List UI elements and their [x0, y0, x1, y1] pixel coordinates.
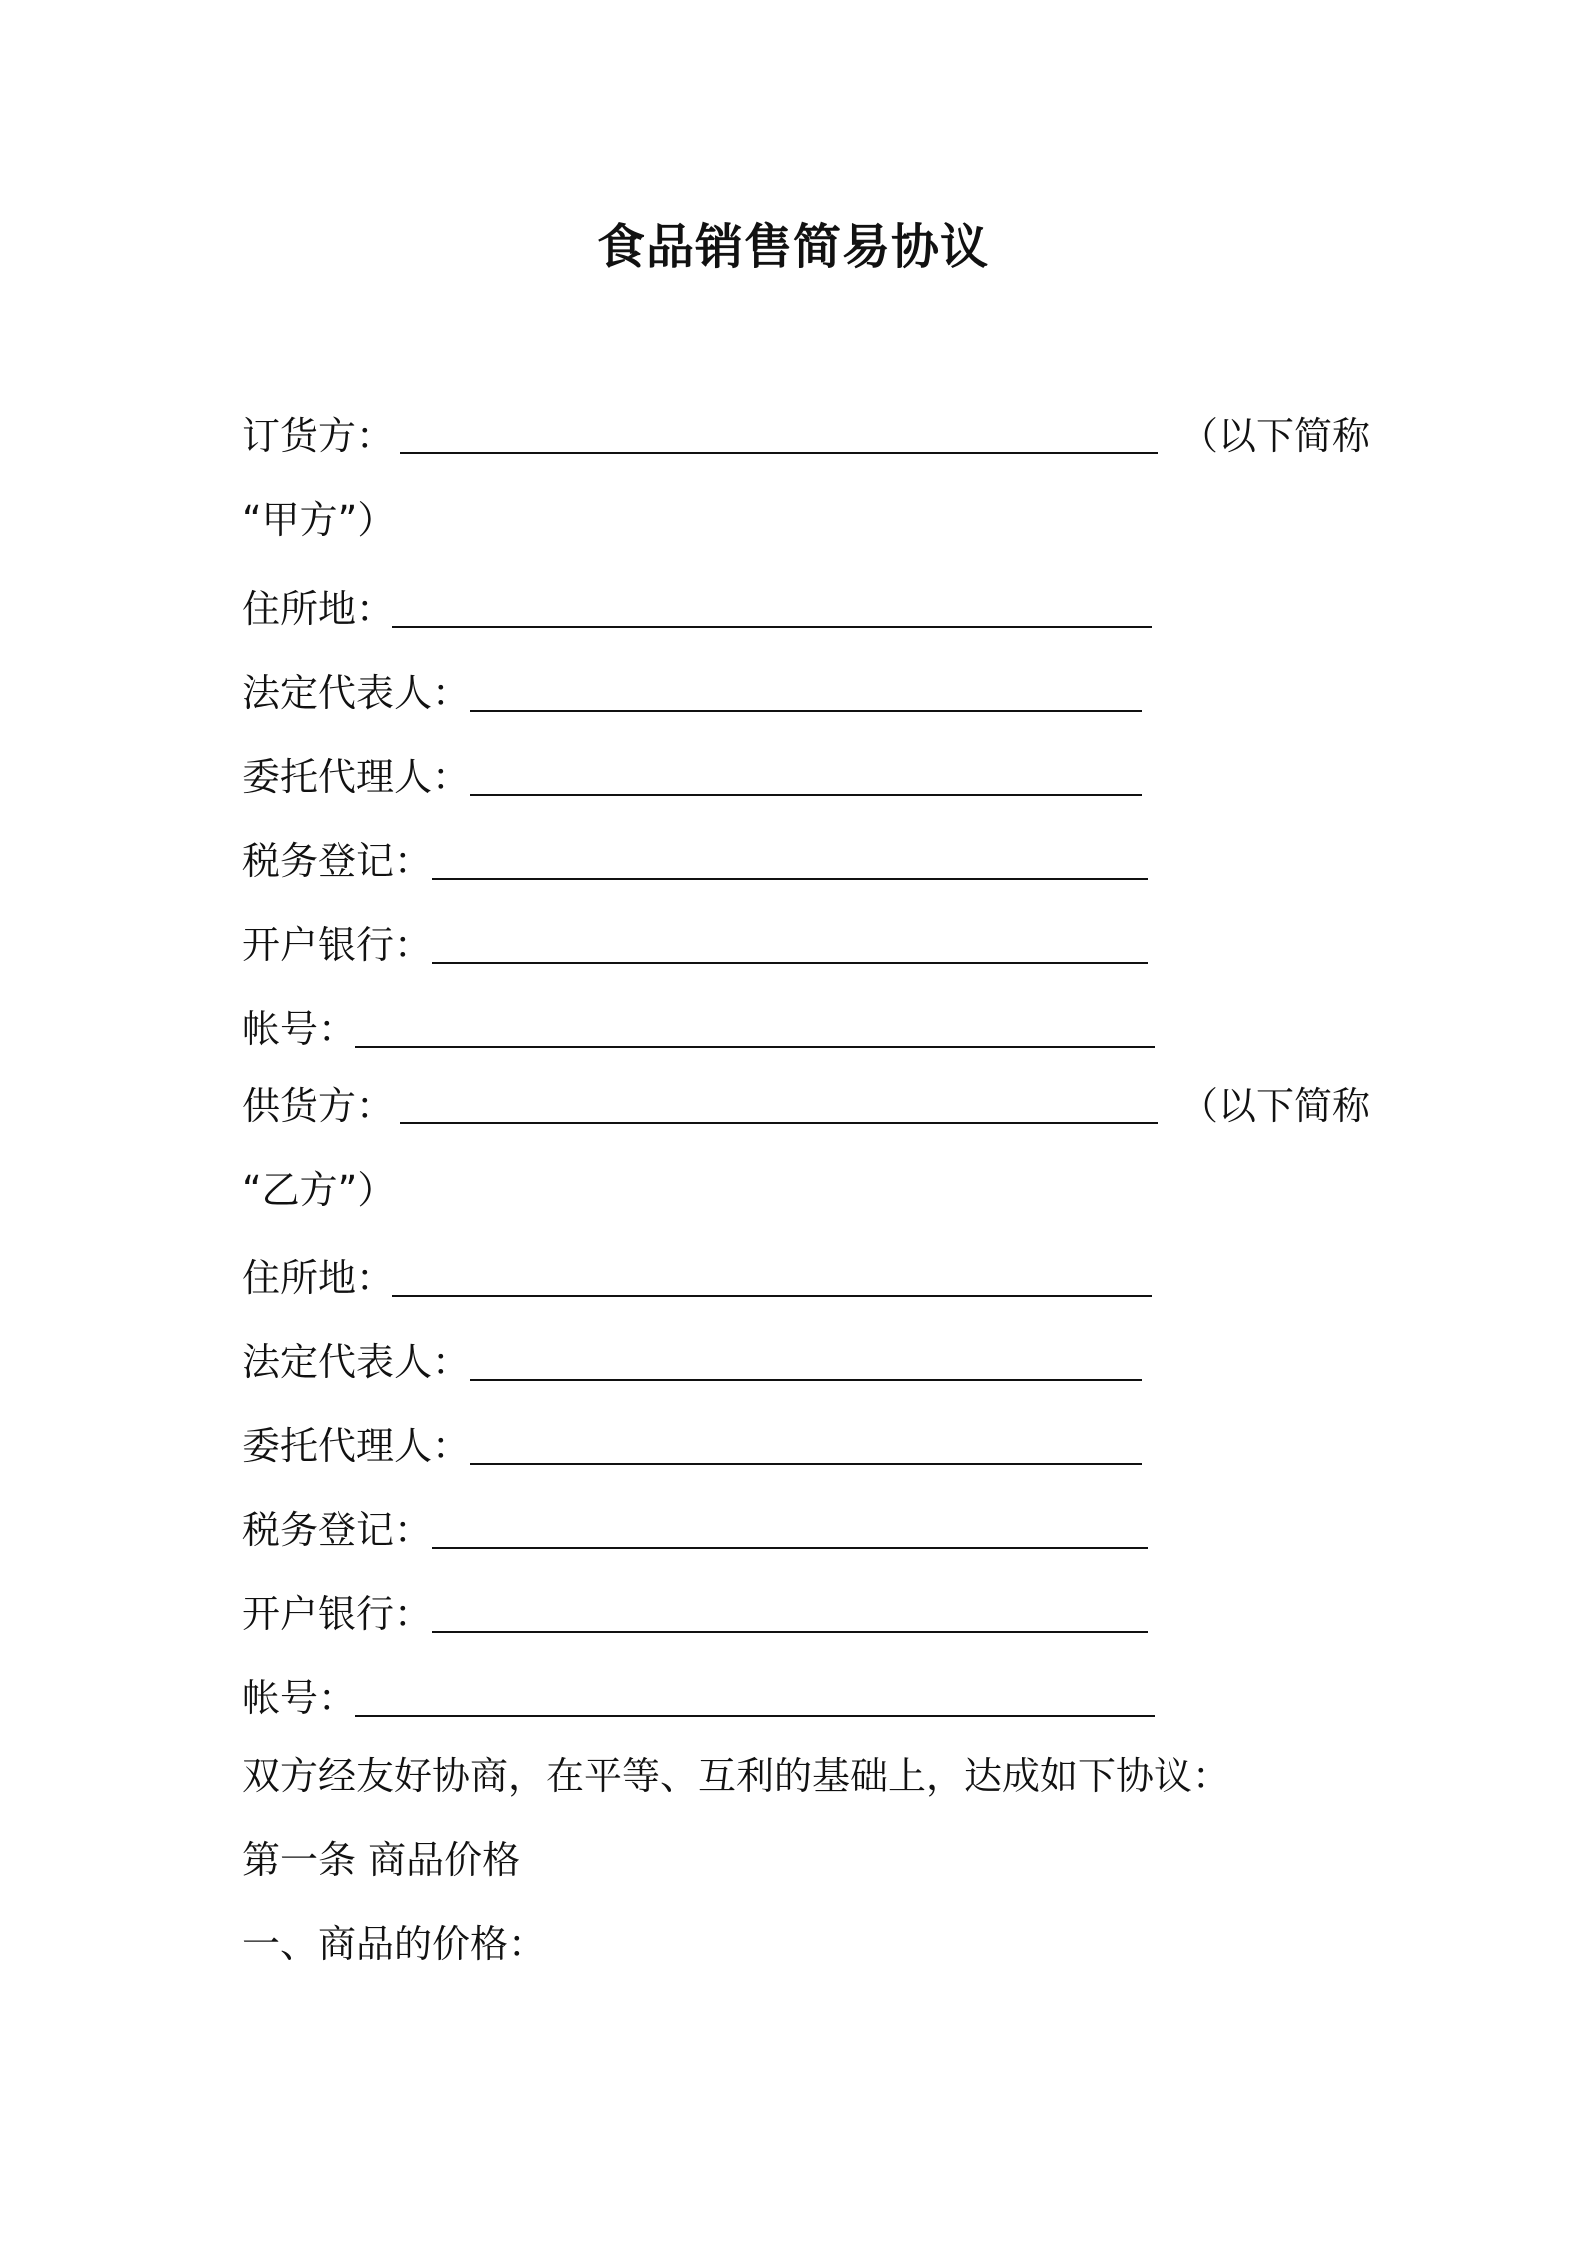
party-b-name-label: 供货方： [242, 1084, 395, 1128]
party-a-legal-rep-label: 法定代表人： [242, 671, 471, 715]
party-b-bank-blank[interactable] [432, 1631, 1148, 1633]
party-a-abbr-name: “甲方”） [242, 498, 396, 542]
party-b-abbr-name: “乙方”） [242, 1168, 396, 1212]
party-a-account-label: 帐号： [242, 1007, 357, 1051]
party-a-agent-label: 委托代理人： [242, 755, 471, 799]
party-b-address-label: 住所地： [242, 1256, 395, 1300]
party-a-agent-row [242, 753, 470, 801]
party-b-bank-label: 开户银行： [242, 1592, 433, 1636]
party-b-tax-label: 税务登记： [242, 1508, 433, 1552]
party-b-account-label: 帐号： [242, 1676, 357, 1720]
party-a-tax-row [242, 837, 432, 885]
party-b-account-blank[interactable] [355, 1715, 1155, 1717]
party-b-name-row [242, 1082, 394, 1130]
party-b-agent-row [242, 1422, 470, 1470]
intro-paragraph: 双方经友好协商，在平等、互利的基础上，达成如下协议： [242, 1754, 1231, 1798]
section-1-heading: 一、商品的价格： [242, 1922, 547, 1966]
party-a-account-row [242, 1005, 356, 1053]
party-b-address-row [242, 1254, 394, 1302]
party-b-bank-row [242, 1590, 432, 1638]
party-a-bank-blank[interactable] [432, 962, 1148, 964]
party-a-abbr-suffix: （以下简称 [1180, 414, 1371, 458]
party-a-name-blank[interactable] [400, 452, 1158, 454]
party-b-address-blank[interactable] [392, 1295, 1152, 1297]
party-a-tax-blank[interactable] [432, 878, 1148, 880]
party-a-legal-rep-blank[interactable] [470, 710, 1142, 712]
party-b-tax-blank[interactable] [432, 1547, 1148, 1549]
article-1-heading: 第一条 商品价格 [242, 1838, 521, 1882]
party-b-name-blank[interactable] [400, 1122, 1158, 1124]
party-b-account-row [242, 1674, 356, 1722]
party-a-bank-row [242, 921, 432, 969]
party-a-tax-label: 税务登记： [242, 839, 433, 883]
party-b-legal-rep-row [242, 1338, 470, 1386]
party-a-bank-label: 开户银行： [242, 923, 433, 967]
party-a-address-label: 住所地： [242, 587, 395, 631]
party-b-legal-rep-label: 法定代表人： [242, 1340, 471, 1384]
party-b-tax-row [242, 1506, 432, 1554]
party-a-address-blank[interactable] [392, 626, 1152, 628]
document-title: 食品销售简易协议 [596, 219, 989, 275]
party-a-agent-blank[interactable] [470, 794, 1142, 796]
party-b-agent-label: 委托代理人： [242, 1424, 471, 1468]
party-a-account-blank[interactable] [355, 1046, 1155, 1048]
party-a-name-row [242, 412, 394, 460]
party-b-agent-blank[interactable] [470, 1463, 1142, 1465]
party-a-address-row [242, 585, 394, 633]
party-b-abbr-suffix: （以下简称 [1180, 1084, 1371, 1128]
party-a-legal-rep-row [242, 669, 470, 717]
party-a-name-label: 订货方： [242, 414, 395, 458]
party-b-legal-rep-blank[interactable] [470, 1379, 1142, 1381]
